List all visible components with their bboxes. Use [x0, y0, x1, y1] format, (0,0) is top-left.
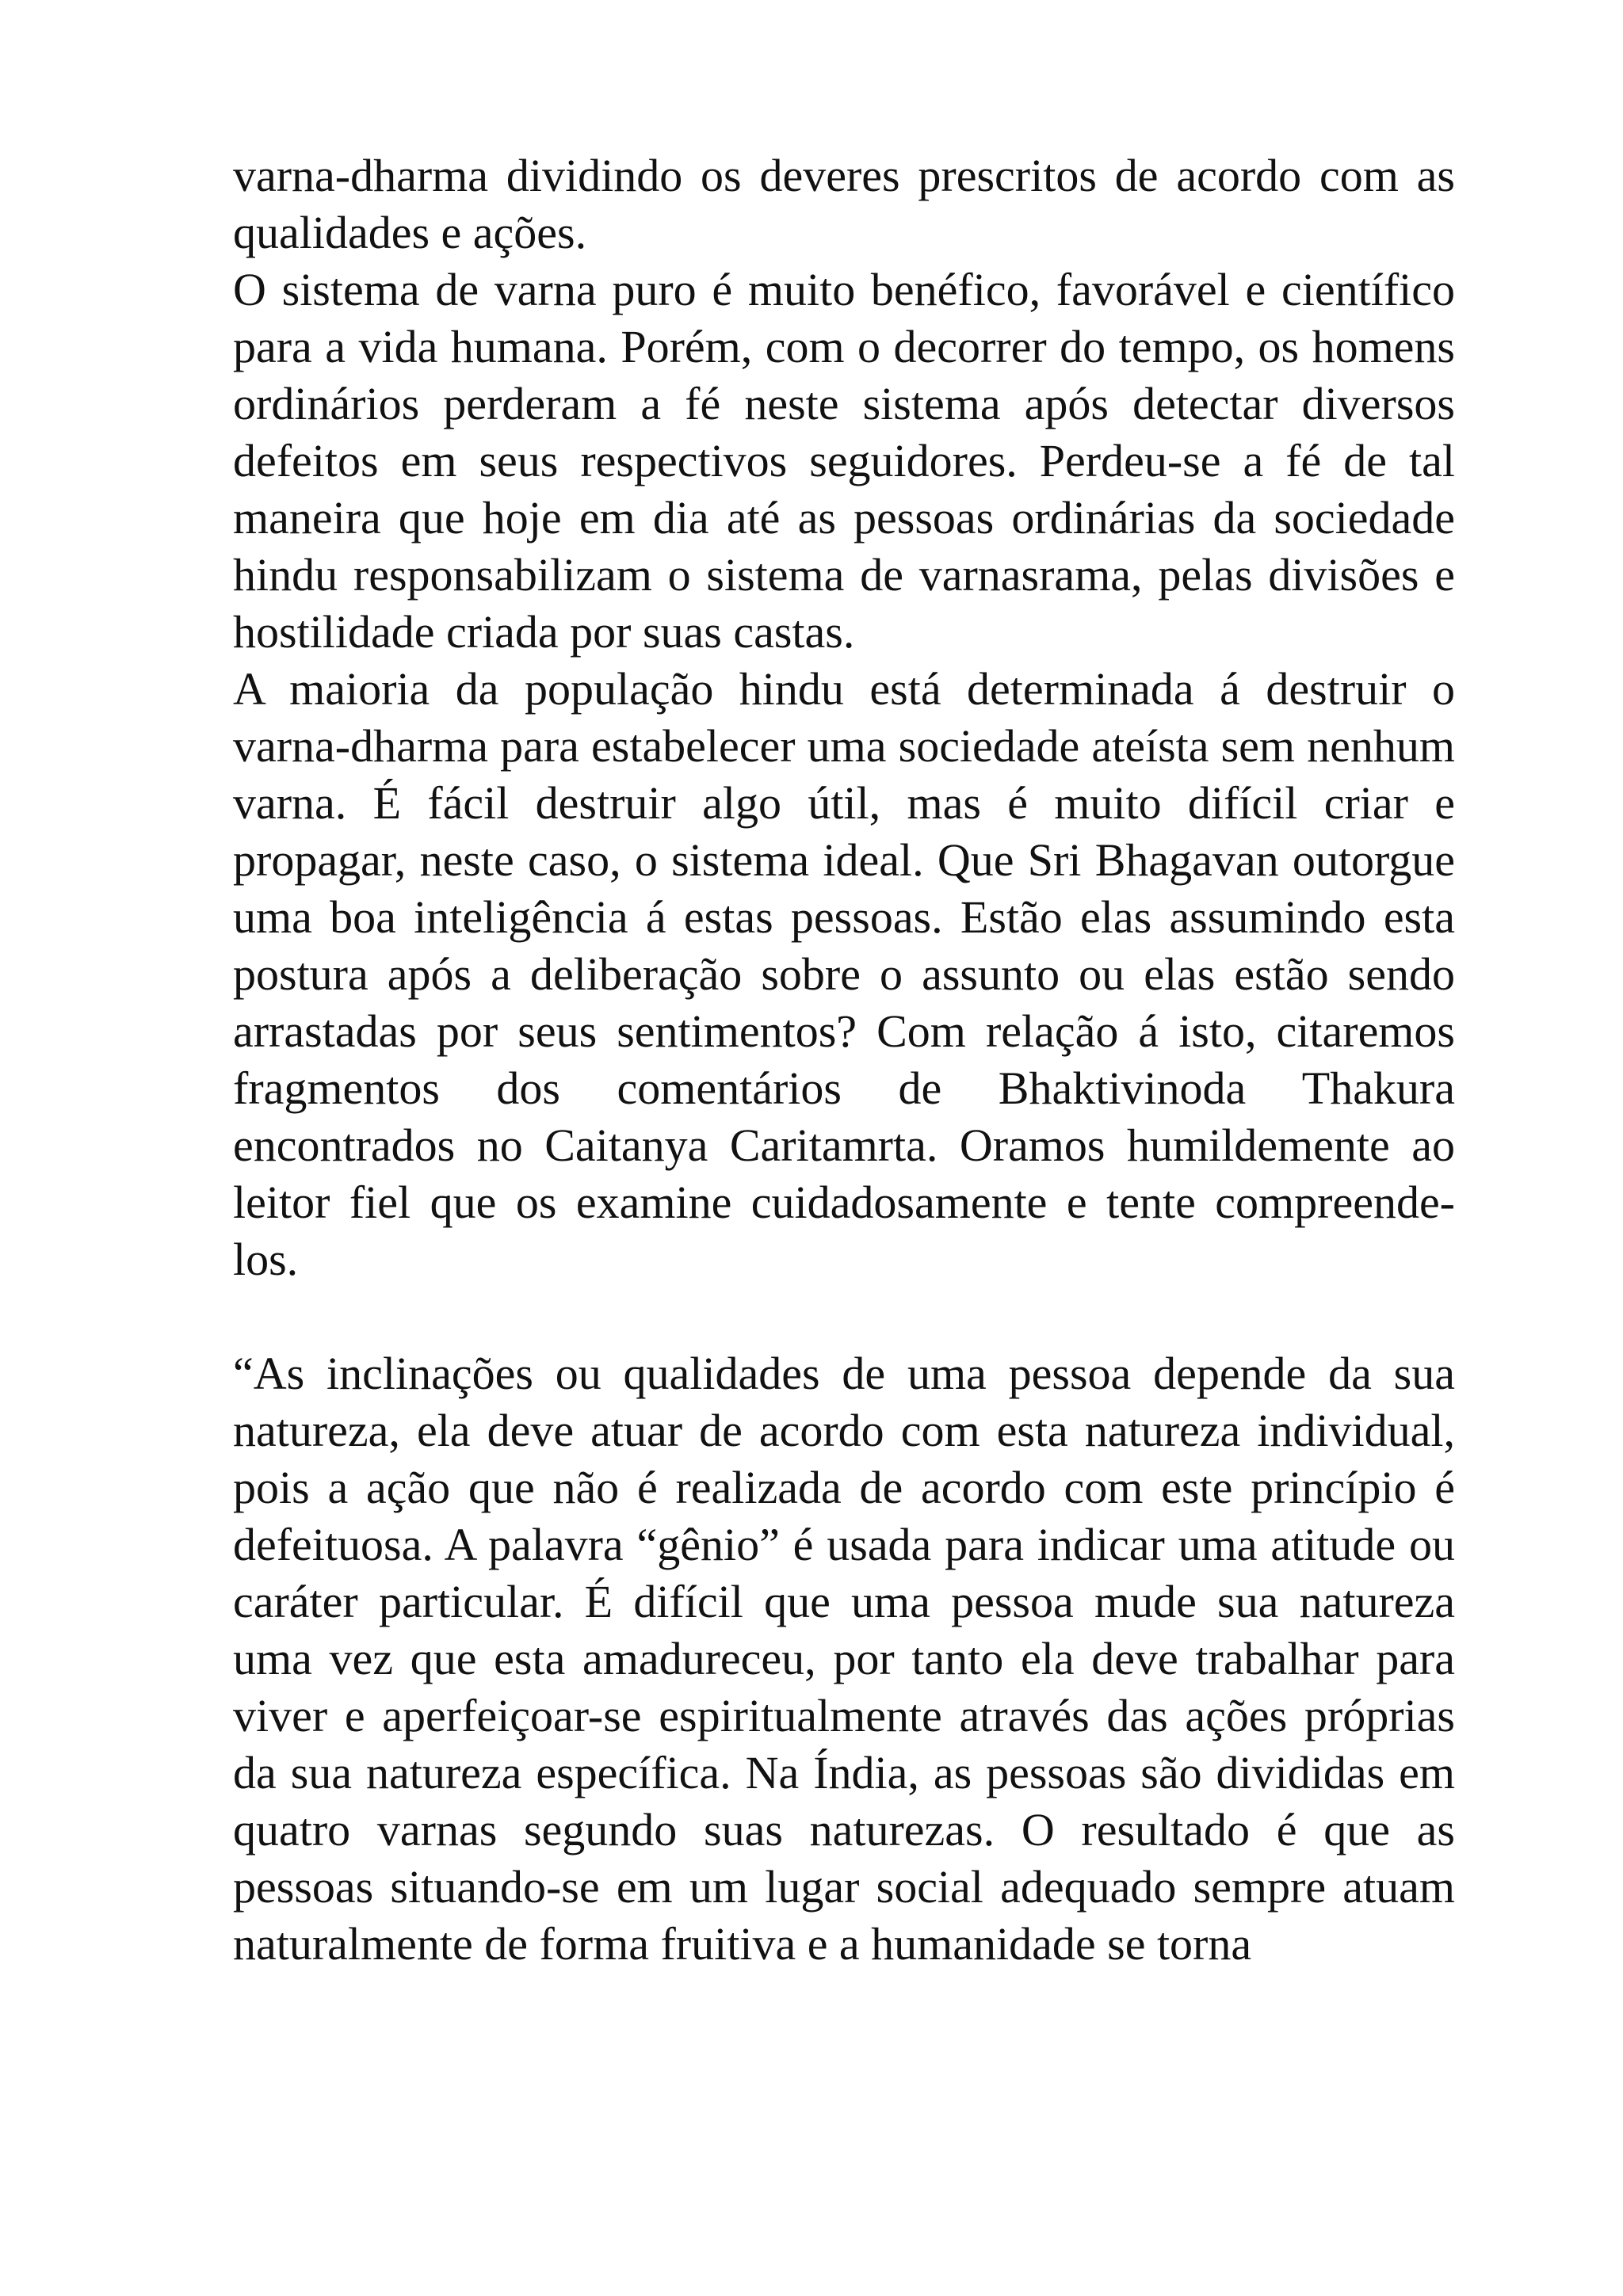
paragraph-varna-system: O sistema de varna puro é muito benéfico, favorável e científico para a vida humana. Porém, com o decorrer do tempo, os homens ordinários perderam a fé neste sistema após detectar diversos defeitos em seus respectivos seguidores. Perdeu-se a fé de tal maneira que hoje em dia até as pessoas ordinárias da sociedade hindu responsabilizam o sistema de varnasrama, pelas divisões e hostilidade criada por suas castas. — [233, 264, 1455, 658]
paragraph-quote-inclinations: “As inclinações ou qualidades de uma pessoa depende da sua natureza, ela deve atuar de acordo com esta natureza individual, pois a ação que não é realizada de acordo com este princípio é defeituosa. A palavra “gênio” é usada para indicar uma atitude ou caráter particular. É difícil que uma pessoa mude sua natureza uma vez que esta amadureceu, por tanto ela deve trabalhar para viver e aperfeiçoar-se espiritualmente através das ações próprias da sua natureza específica. Na Índia, as pessoas são divididas em quatro varnas segundo suas naturezas. O resultado é que as pessoas situando-se em um lugar social adequado sempre atuam naturalmente de forma fruitiva e a humanidade se torna — [233, 1348, 1455, 1970]
paragraph-varna-dharma-continuation: varna-dharma dividindo os deveres prescritos de acordo com as qualidades e ações. — [233, 150, 1455, 258]
body-text — [233, 147, 1455, 1973]
paragraph-hindu-population: A maioria da população hindu está determinada á destruir o varna-dharma para estabelecer uma sociedade ateísta sem nenhum varna. É fácil destruir algo útil, mas é muito difícil criar e propagar, neste caso, o sistema ideal. Que Sri Bhagavan outorgue uma boa inteligência á estas pessoas. Estão elas assumindo esta postura após a deliberação sobre o assunto ou elas estão sendo arrastadas por seus sentimentos? Com relação á isto, citaremos fragmentos dos comentários de Bhaktivinoda Thakura encontrados no Caitanya Caritamrta. Oramos humildemente ao leitor fiel que os examine cuidadosamente e tente compreende-los. — [233, 663, 1455, 1285]
